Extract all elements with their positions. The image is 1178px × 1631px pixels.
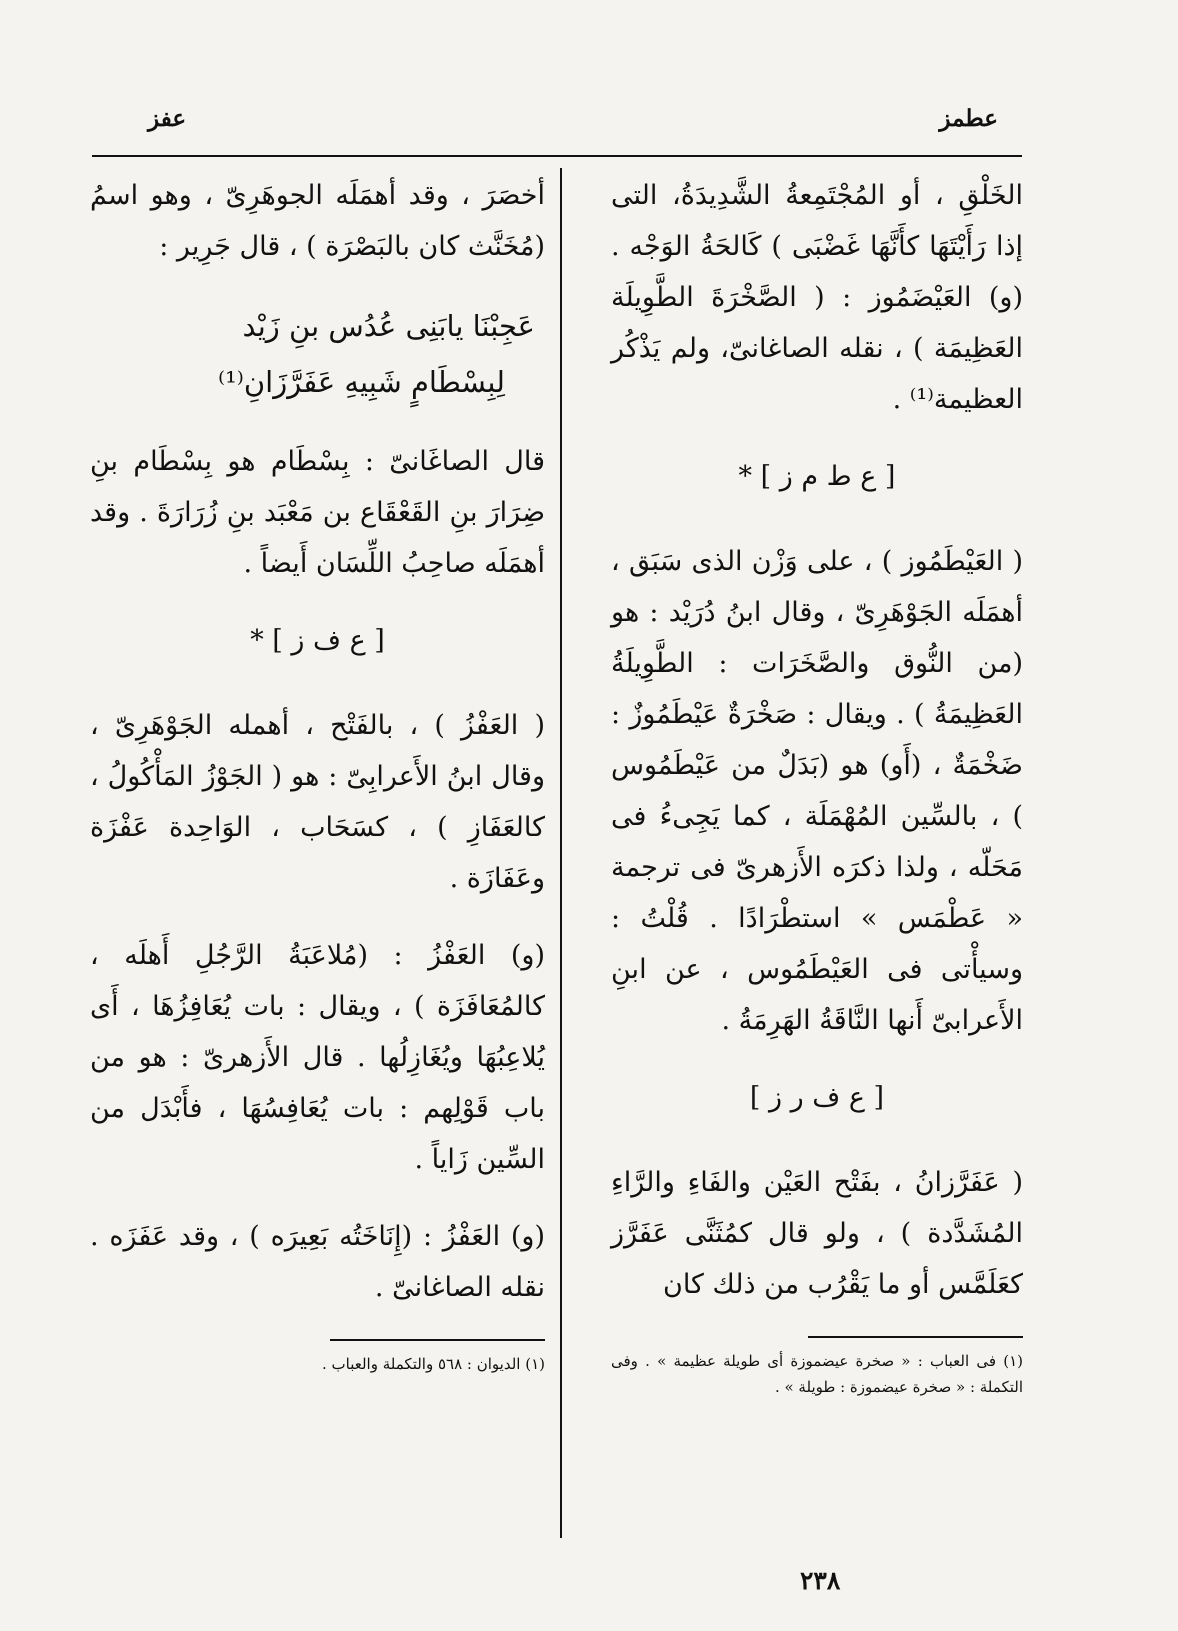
footnote-rule	[808, 1336, 1023, 1338]
header-rule	[92, 155, 1022, 157]
right-column	[611, 170, 1023, 1400]
paragraph: (و) العَفْزُ : (مُلاعَبَةُ الرَّجُلِ أَهلَه ، كالمُعَافَزَة ) ، ويقال : بات يُعَافِزُهَا ، أَى يُلاعِبُهَا ويُغَازِلُها . قال الأَزهرىّ : هو من باب قَوْلِهم : بات يُعَافِسُهَا ، فأَبْدَل من السِّين زَاياً .	[90, 940, 545, 1175]
footnote-rule	[330, 1339, 545, 1341]
paragraph: (و) العَفْزُ : (إِنَاخَتُه بَعِيرَه ) ، وقد عَفَزَه . نقله الصاغانىّ .	[90, 1221, 545, 1303]
paragraph: أخصَرَ ، وقد أهمَلَه الجوهَرِىّ ، وهو اسمُ (مُخَنَّث كان بالبَصْرَة ) ، قال جَرِير :	[90, 180, 545, 262]
column-divider	[560, 168, 562, 1538]
entry-heading: [ ع ف ر ز ]	[749, 1082, 885, 1113]
footnote: (١) فى العباب : « صخرة عيضموزة أى طويلة عظيمة » . وفى التكملة : « صخرة عيضموزة : طويلة » .	[611, 1352, 1023, 1396]
verse-line: لِبِسْطَامٍ شَبِيهِ عَفَرَّزَانِ⁽¹⁾	[217, 365, 505, 399]
paragraph: ( العَفْزُ ) ، بالفَتْح ، أهمله الجَوْهَرِىّ ، وقال ابنُ الأَعرابِىّ : هو ( الجَوْزُ المَأْكُولُ ، كالعَفَازِ ) ، كسَحَاب ، الوَاحِدة عَفْزَة وعَفَازَة .	[90, 710, 545, 894]
paragraph: قال الصاغَانىّ : بِسْطَام هو بِسْطَام بنِ ضِرَارَ بنِ القَعْقَاع بن مَعْبَد بنِ زُرَارَةَ . وقد أهمَلَه صاحِبُ اللِّسَان أَيضاً .	[90, 446, 545, 579]
running-header-left: عفز	[148, 105, 187, 132]
entry-heading: [ ع ط م ز ] *	[738, 461, 896, 492]
page-number: ٢٣٨	[800, 1566, 841, 1595]
footnote: (١) الديوان : ٥٦٨ والتكملة والعباب .	[321, 1355, 545, 1373]
running-header-right: عطمز	[939, 105, 998, 132]
poem-verse	[90, 298, 545, 410]
paragraph: ( عَفَرَّزانُ ، بفَتْح العَيْن والفَاءِ والرَّاءِ المُشَدَّدة ) ، ولو قال كمُثَنَّى عَفَرَّز كعَلَمَّس أو ما يَقْرُب من ذلك كان	[611, 1167, 1023, 1300]
paragraph: ( العَيْطَمُوز ) ، على وَزْن الذى سَبَق ، أهمَلَه الجَوْهَرِىّ ، وقال ابنُ دُرَيْد : هو (من النُّوق والصَّخَرَات : الطَّوِيلَةُ العَظِيمَةُ ) . ويقال : صَخْرَةٌ عَيْطَمُوزٌ : ضَخْمَةٌ ، (أَو) هو (بَدَلٌ من عَيْطَمُوس ) ، بالسِّين المُهْمَلَة ، كما يَجِىءُ فى مَحَلّه ، ولذا ذكرَه الأَزهرىّ فى ترجمة « عَطْمَس » استطْرَادًا . قُلْتُ : وسيأْتى فى العَيْطَمُوس ، عن ابنِ الأَعرابىّ أَنها النَّاقَةُ الهَرِمَةُ .	[611, 546, 1023, 1036]
left-column	[90, 170, 545, 1377]
paragraph: الخَلْقِ ، أو المُجْتَمِعةُ الشَّدِيدَةُ، التى إذا رَأَيْتَهَا كأَنَّهَا غَضْبَى ) كَالحَةُ الوَجْه . (و) العَيْضَمُوز : ( الصَّخْرَةَ الطَّوِيلَة العَظِيمَة ) ، نقله الصاغانىّ، ولم يَذْكُر العظيمة⁽¹⁾ .	[611, 180, 1023, 415]
entry-heading: [ ع ف ز ] *	[250, 625, 385, 656]
verse-line: عَجِبْنَا يابَنِى عُدُس بنِ زَيْد	[242, 309, 535, 343]
